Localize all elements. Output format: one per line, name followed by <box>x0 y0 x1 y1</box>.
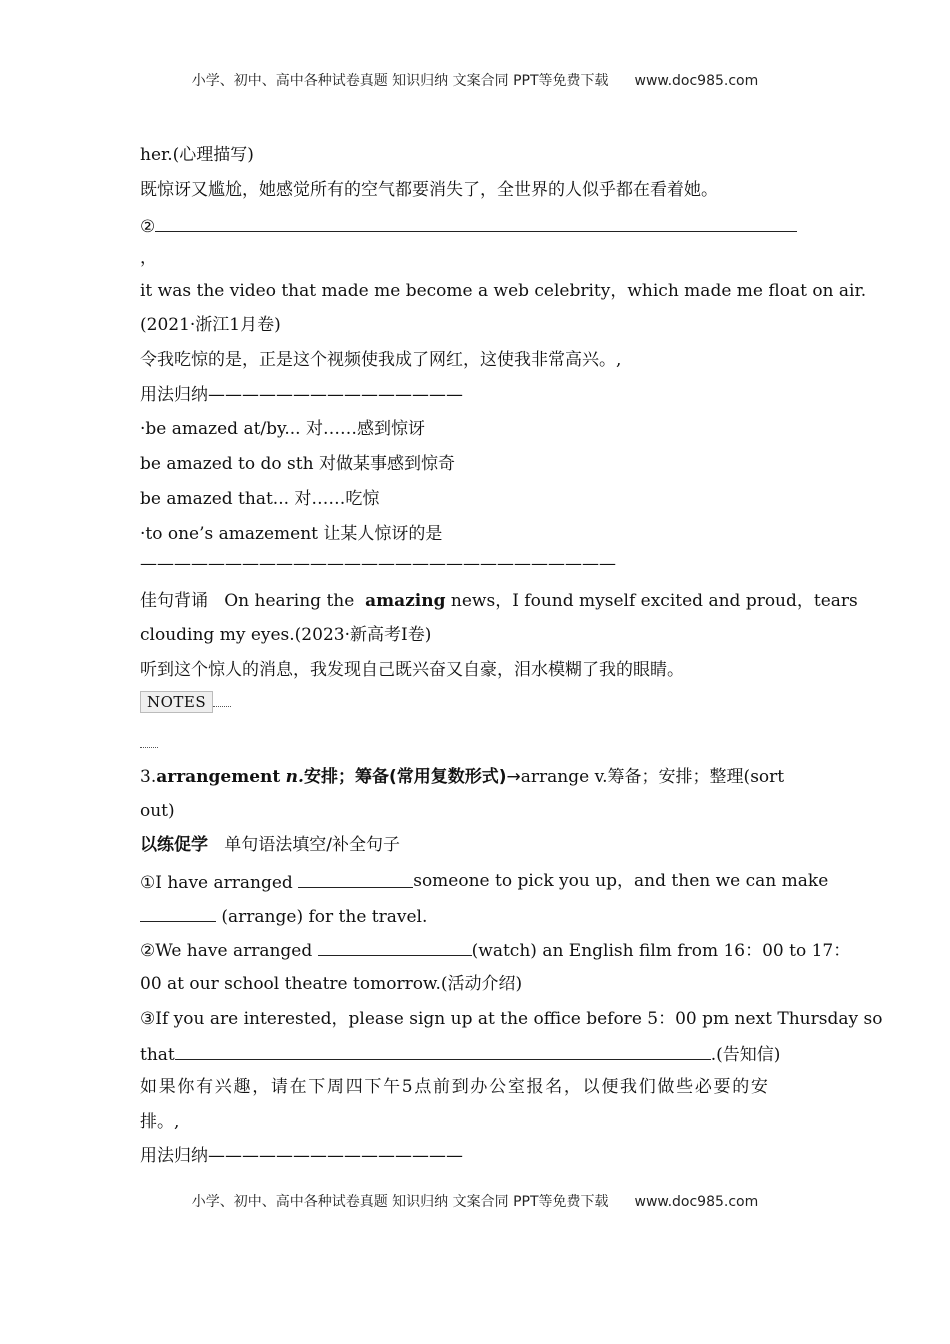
header-site: www.doc985.com <box>634 73 759 89</box>
question-3-line-2 <box>140 1041 780 1067</box>
page-header <box>0 70 950 90</box>
entry-pos: n. <box>285 767 304 787</box>
q2-text-a: ②We have arranged <box>140 941 313 961</box>
q1-blank-2[interactable] <box>140 903 216 922</box>
arrow-icon: → <box>506 767 521 787</box>
q2-blank[interactable] <box>318 937 472 956</box>
notes-box: NOTES <box>140 691 213 713</box>
practice-label: 以练促学 <box>140 835 208 855</box>
line-her: her.(心理描写) <box>140 145 254 165</box>
line-cn-2: 令我吃惊的是，正是这个视频使我成了网红，这使我非常高兴。, <box>140 350 622 370</box>
footer-site: www.doc985.com <box>634 1194 759 1210</box>
question-2-line-1 <box>140 937 851 963</box>
footer-text: 小学、初中、高中各种试卷真题 知识归纳 文案合同 PPT等免费下载 <box>191 1194 609 1210</box>
question-3-translation-2: 排。, <box>140 1112 180 1132</box>
question-2-line-2: 00 at our school theatre tomorrow.(活动介绍) <box>140 974 523 994</box>
entry-related: arrange v.筹备；安排；整理(sort <box>520 767 785 787</box>
entry-word: arrangement <box>156 767 281 787</box>
sentence-part-c: news，I found myself excited and proud，tears <box>450 591 858 611</box>
header-text: 小学、初中、高中各种试卷真题 知识归纳 文案合同 PPT等免费下载 <box>191 73 609 89</box>
question-3-line-1: ③If you are interested，please sign up at the office before 5：00 pm next Thursday so <box>140 1009 883 1029</box>
entry-meaning: 安排；筹备(常用复数形式) <box>303 767 507 787</box>
question-1-line-2 <box>140 903 427 929</box>
usage-3: be amazed that... 对……吃惊 <box>140 489 380 509</box>
usage-2: be amazed to do sth 对做某事感到惊奇 <box>140 454 455 474</box>
usage-4: ·to one’s amazement 让某人惊讶的是 <box>140 524 443 544</box>
line-comma: ， <box>140 248 157 268</box>
usage-heading-2: 用法归纳——————————————— <box>140 1146 463 1166</box>
q1-text-a: ①I have arranged <box>140 873 293 893</box>
question-1-line-1 <box>140 869 829 895</box>
page-footer <box>0 1191 950 1211</box>
entry-3-line-2: out) <box>140 801 175 821</box>
notes-dots <box>213 692 231 707</box>
practice-heading <box>140 833 400 857</box>
item-number: ② <box>140 217 156 237</box>
sentence-keyword: amazing <box>365 591 446 611</box>
line-blank-2 <box>140 213 797 239</box>
q3-text-b: that <box>140 1045 175 1065</box>
answer-blank[interactable] <box>155 213 797 232</box>
q1-blank-1[interactable] <box>298 869 413 888</box>
usage-heading: 用法归纳——————————————— <box>140 385 463 405</box>
q3-blank[interactable] <box>175 1041 711 1060</box>
sentence-label: 佳句背诵 <box>140 591 208 611</box>
q1-text-b: someone to pick you up，and then we can make <box>413 871 829 891</box>
practice-type: 单句语法填空/补全句子 <box>224 835 400 855</box>
divider-line: ———————————————————————————— <box>140 554 616 574</box>
q1-text-c: (arrange) for the travel. <box>221 907 428 927</box>
sentence-line-2: clouding my eyes.(2023·新高考Ⅰ卷) <box>140 625 432 645</box>
q3-text-c: .(告知信) <box>710 1045 781 1065</box>
notes-dots-2 <box>140 741 158 748</box>
line-en-video: it was the video that made me become a web celebrity，which made me float on air. <box>140 281 867 301</box>
question-3-translation-1: 如果你有兴趣，请在下周四下午5点前到办公室报名，以便我们做些必要的安 <box>140 1077 770 1097</box>
entry-number: 3. <box>140 767 157 787</box>
entry-3-line-1 <box>140 765 784 789</box>
notes-row <box>140 691 231 713</box>
sentence-part-a: On hearing the <box>224 591 355 611</box>
line-cn-1: 既惊讶又尴尬，她感觉所有的空气都要消失了，全世界的人似乎都在看着她。 <box>140 180 718 200</box>
usage-1: ·be amazed at/by... 对……感到惊讶 <box>140 419 425 439</box>
sentence-line-1 <box>140 589 858 613</box>
q2-text-b: (watch) an English film from 16：00 to 17： <box>471 941 851 961</box>
sentence-translation: 听到这个惊人的消息，我发现自己既兴奋又自豪，泪水模糊了我的眼睛。 <box>140 660 684 680</box>
line-source: (2021·浙江1月卷) <box>140 315 281 335</box>
